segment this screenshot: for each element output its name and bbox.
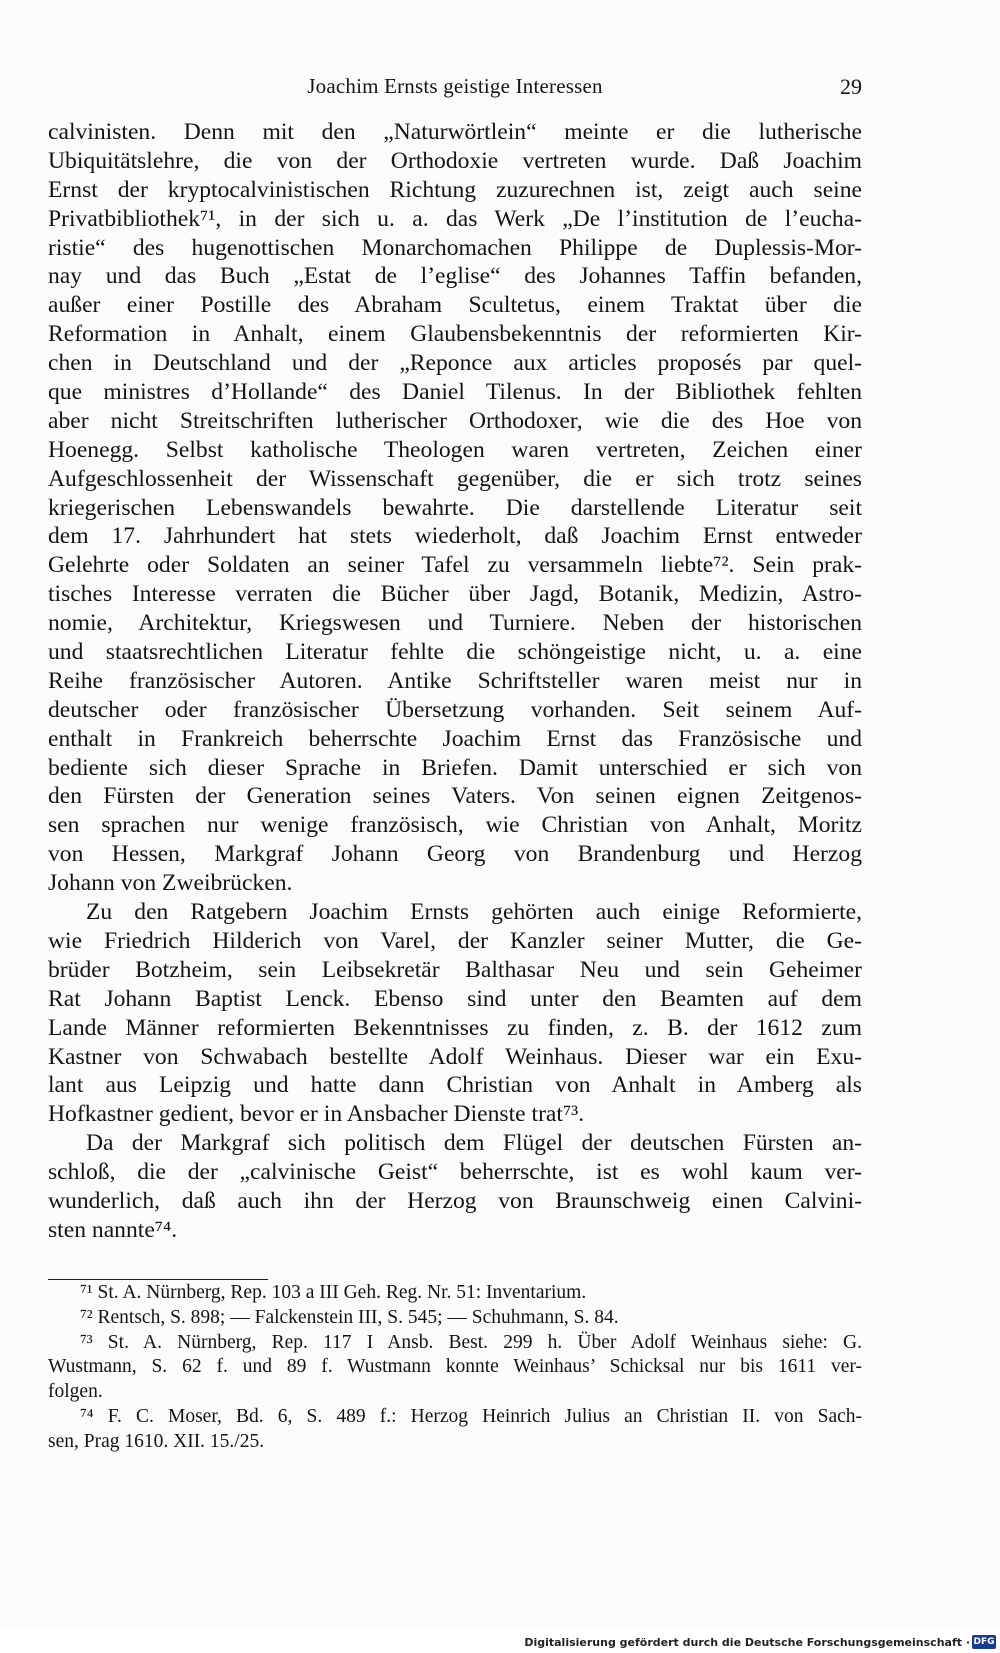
- footnote-74: ⁷⁴ F. C. Moser, Bd. 6, S. 489 f.: Herzog Heinrich Julius an Christian II. von Sach-: [80, 1405, 862, 1427]
- text-line: Hoenegg. Selbst katholische Theologen waren vertreten, Zeichen einer: [48, 436, 862, 463]
- text-line: Ernst der kryptocalvinistischen Richtung zuzurechnen ist, zeigt auch seine: [48, 176, 862, 203]
- text-line: brüder Botzheim, sein Leibsekretär Balthasar Neu und sein Geheimer: [48, 956, 862, 983]
- text-line: Aufgeschlossenheit der Wissenschaft gegenüber, die er sich trotz seines: [48, 465, 862, 492]
- text-line: von Hessen, Markgraf Johann Georg von Brandenburg und Herzog: [48, 841, 862, 868]
- text-line: chen in Deutschland und der „Reponce aux articles proposés par quel-: [48, 350, 862, 377]
- footnote-72: ⁷² Rentsch, S. 898; — Falckenstein III, S. 545; — Schuhmann, S. 84.: [80, 1306, 619, 1328]
- body-text: [48, 118, 862, 1245]
- text-line: Reformation in Anhalt, einem Glaubensbekenntnis der reformierten Kir-: [48, 321, 862, 348]
- text-line: bediente sich dieser Sprache in Briefen. Damit unterschied er sich von: [48, 754, 862, 781]
- paragraph-start-line: Da der Markgraf sich politisch dem Flügel der deutschen Fürsten an-: [86, 1130, 862, 1157]
- footnote-73: ⁷³ St. A. Nürnberg, Rep. 117 I Ansb. Best. 299 h. Über Adolf Weinhaus siehe: G.: [80, 1331, 862, 1353]
- footnote-71: ⁷¹ St. A. Nürnberg, Rep. 103 a III Geh. Reg. Nr. 51: Inventarium.: [80, 1282, 587, 1303]
- text-line: lant aus Leipzig und hatte dann Christian von Anhalt in Amberg als: [48, 1072, 862, 1099]
- text-line: Ubiquitätslehre, die von der Orthodoxie vertreten wurde. Daß Joachim: [48, 147, 862, 174]
- text-line: que ministres d’Hollande“ des Daniel Tilenus. In der Bibliothek fehlten: [48, 379, 862, 406]
- text-line: Reihe französischer Autoren. Antike Schriftsteller waren meist nur in: [48, 667, 862, 694]
- footnote-74-continuation: sen, Prag 1610. XII. 15./25.: [48, 1430, 265, 1452]
- footnote-73-continuation: Wustmann, S. 62 f. und 89 f. Wustmann konnte Weinhaus’ Schicksal nur bis 1611 ver-: [48, 1356, 862, 1378]
- text-line: deutscher oder französischer Übersetzung vorhanden. Seit seinem Auf-: [48, 696, 862, 723]
- text-line: Rat Johann Baptist Lenck. Ebenso sind unter den Beamten auf dem: [48, 985, 862, 1012]
- text-line: Gelehrte oder Soldaten an seiner Tafel zu versammeln liebte⁷². Sein prak-: [48, 552, 862, 579]
- page-number: 29: [840, 74, 862, 99]
- text-line: schloß, die der „calvinische Geist“ beherrschte, ist es wohl kaum ver-: [48, 1159, 862, 1186]
- text-line: Kastner von Schwabach bestellte Adolf Weinhaus. Dieser war ein Exu-: [48, 1043, 862, 1070]
- text-line: enthalt in Frankreich beherrschte Joachim Ernst das Französische und: [48, 725, 862, 752]
- running-head: [48, 74, 862, 104]
- text-line: Hofkastner gedient, bevor er in Ansbacher Dienste trat⁷³.: [48, 1101, 585, 1128]
- digitization-footer: [0, 1629, 1000, 1653]
- text-line: außer einer Postille des Abraham Scultetus, einem Traktat über die: [48, 292, 862, 319]
- text-line: Johann von Zweibrücken.: [48, 870, 293, 897]
- footnote-73-continuation: folgen.: [48, 1381, 103, 1403]
- text-line: nay und das Buch „Estat de l’eglise“ des Johannes Taffin befanden,: [48, 263, 862, 290]
- footnote-divider: [48, 1279, 268, 1280]
- text-line: calvinisten. Denn mit den „Naturwörtlein“ meinte er die lutherische: [48, 119, 862, 145]
- text-line: nomie, Architektur, Kriegswesen und Turniere. Neben der historischen: [48, 610, 862, 637]
- text-line: und staatsrechtlichen Literatur fehlte die schöngeistige nicht, u. a. eine: [48, 639, 862, 666]
- text-line: den Fürsten der Generation seines Vaters. Von seinen eignen Zeitgenos-: [48, 783, 862, 810]
- text-line: Lande Männer reformierten Bekenntnisses zu finden, z. B. der 1612 zum: [48, 1014, 862, 1041]
- text-line: wie Friedrich Hilderich von Varel, der Kanzler seiner Mutter, die Ge-: [48, 927, 862, 954]
- text-line: tisches Interesse verraten die Bücher über Jagd, Botanik, Medizin, Astro-: [48, 581, 862, 608]
- paragraph-start-line: Zu den Ratgebern Joachim Ernsts gehörten auch einige Reformierte,: [86, 899, 862, 926]
- text-line: wunderlich, daß auch ihn der Herzog von Braunschweig einen Calvini-: [48, 1187, 862, 1214]
- running-title: Joachim Ernsts geistige Interessen: [307, 74, 603, 98]
- text-line: sten nannte⁷⁴.: [48, 1216, 178, 1243]
- footnotes: [48, 1281, 862, 1455]
- text-line: ristie“ des hugenottischen Monarchomachen Philippe de Duplessis-Mor-: [48, 234, 862, 261]
- dfg-logo-icon: DFG: [973, 1637, 995, 1647]
- text-line: sen sprachen nur wenige französisch, wie Christian von Anhalt, Moritz: [48, 812, 862, 839]
- text-line: aber nicht Streitschriften lutherischer Orthodoxer, wie die des Hoe von: [48, 407, 862, 434]
- text-line: dem 17. Jahrhundert hat stets wiederholt, daß Joachim Ernst entweder: [48, 523, 862, 550]
- text-line: kriegerischen Lebenswandels bewahrte. Die darstellende Literatur seit: [48, 494, 862, 521]
- funding-credit: Digitalisierung gefördert durch die Deutsche Forschungsgemeinschaft ·: [524, 1636, 970, 1649]
- text-line: Privatbibliothek⁷¹, in der sich u. a. das Werk „De l’institution de l’eucha-: [48, 205, 862, 232]
